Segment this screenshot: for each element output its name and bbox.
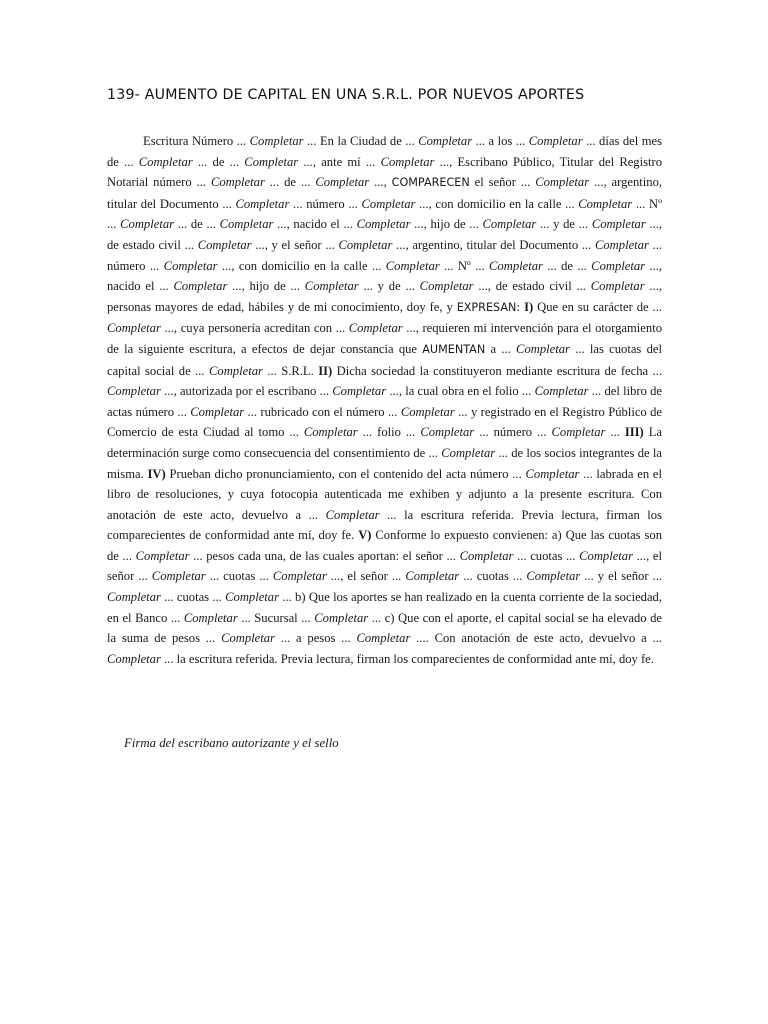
body-text: ... y registrado en el Registro Público de Comercio de esta Ciudad al tomo ...: [107, 404, 662, 440]
body-text: ... b) Que los aportes se han realizado en la cuenta corriente de la sociedad, en el Banco ...: [107, 590, 662, 625]
body-text: ... labrada en el libro de resoluciones, y cuya fotocopia autenticada me exhiben y adjunto a la presente escritura. Con anotación de este acto, devuelvo a ...: [107, 466, 662, 522]
completar-placeholder: Completar: [594, 237, 649, 252]
completar-placeholder: Completar: [356, 631, 411, 646]
body-text: ... de ...: [264, 175, 316, 190]
body-text: ..., el señor ...: [326, 569, 406, 584]
body-text: ... a pesos ...: [274, 631, 357, 646]
completar-placeholder: Completar: [304, 279, 359, 294]
completar-placeholder: Completar: [183, 610, 238, 625]
completar-placeholder: Completar: [420, 425, 475, 440]
keyword: COMPARECEN: [391, 176, 470, 190]
completar-placeholder: Completar: [348, 321, 403, 336]
body-text: Conforme lo expuesto convienen: a) Que las cuotas son de ...: [107, 528, 662, 563]
completar-placeholder: Completar: [107, 590, 161, 605]
completar-placeholder: Completar: [120, 217, 175, 232]
completar-placeholder: Completar: [249, 134, 304, 148]
completar-placeholder: Completar: [441, 445, 496, 460]
completar-placeholder: Completar: [591, 258, 646, 273]
body-text: Escritura Número ...: [143, 134, 250, 148]
completar-placeholder: Completar: [459, 548, 514, 563]
completar-placeholder: Completar: [534, 384, 589, 399]
completar-placeholder: Completar: [210, 175, 265, 190]
completar-placeholder: Completar: [385, 258, 440, 273]
body-text: ... las cuotas del capital social de ...: [107, 341, 662, 378]
body-text: ... de ...: [192, 154, 245, 169]
completar-placeholder: Completar: [361, 196, 416, 211]
body-text: ... cuotas ...: [205, 569, 273, 584]
completar-placeholder: Completar: [107, 384, 161, 399]
completar-placeholder: Completar: [418, 134, 473, 148]
body-text: ... cuotas ...: [459, 569, 527, 584]
completar-placeholder: Completar: [356, 217, 411, 232]
body-text: ..., requieren mi intervención para el otorgamiento de la siguiente escritura, a efectos de dejar constancia que: [107, 321, 662, 356]
body-text: ... Nº ...: [439, 258, 490, 273]
body-text: ..., nacido el ...: [107, 258, 663, 294]
completar-placeholder: Completar: [325, 507, 380, 522]
body-text: ... y de ...: [358, 279, 420, 294]
body-text: ..., con domicilio en la calle ...: [415, 196, 579, 211]
body-text: ..., con domicilio en la calle ...: [217, 258, 386, 273]
body-text: .... Con anotación de este acto, devuelvo a ...: [410, 631, 662, 646]
completar-placeholder: Completar: [591, 217, 646, 232]
signature-line: Firma del escribano autorizante y el sello: [124, 736, 339, 750]
body-text: ..., hijo de ...: [410, 217, 483, 232]
completar-placeholder: Completar: [516, 341, 570, 356]
completar-placeholder: Completar: [107, 321, 161, 336]
completar-placeholder: Completar: [209, 363, 263, 378]
body-text: ..., Escribano Público, Titular del Registro Notarial número ...: [107, 154, 662, 190]
clause-marker: III): [624, 425, 644, 440]
body-text: ... pesos cada una, de las cuales aportan: el señor ...: [189, 548, 460, 563]
body-text: ... número ...: [474, 425, 552, 440]
completar-placeholder: Completar: [590, 279, 645, 294]
completar-placeholder: Completar: [405, 569, 460, 584]
body-text: ..., y el señor ...: [251, 237, 339, 252]
completar-placeholder: Completar: [528, 134, 583, 148]
body-text: Prueban dicho pronunciamiento, con el contenido del acta número ...: [165, 466, 526, 481]
body-text: ..., la cual obra en el folio ...: [386, 384, 535, 399]
completar-placeholder: Completar: [135, 548, 190, 563]
clause-marker: V): [358, 528, 372, 543]
body-text: Dicha sociedad la constituyeron mediante escritura de fecha ...: [332, 363, 662, 378]
body-text: ... S.R.L.: [262, 363, 319, 378]
completar-placeholder: Completar: [551, 425, 606, 440]
body-text: ... la escritura referida. Previa lectura, firman los comparecientes de conformidad ante mí, doy fe.: [107, 507, 662, 543]
body-text: ..., autorizada por el escribano ...: [160, 384, 333, 399]
completar-placeholder: Completar: [219, 217, 274, 232]
completar-placeholder: Completar: [151, 569, 206, 584]
body-text: ... rubricado con el número ...: [244, 404, 401, 419]
body-text: a ...: [485, 341, 517, 356]
body-text: ...,: [369, 175, 392, 190]
body-text: ... de ...: [542, 258, 592, 273]
completar-placeholder: Completar: [107, 651, 161, 666]
completar-placeholder: Completar: [225, 590, 279, 605]
completar-placeholder: Completar: [314, 610, 369, 625]
body-text: ... del libro de actas número ...: [107, 384, 663, 419]
body-text: ... y de ...: [536, 217, 592, 232]
completar-placeholder: Completar: [578, 196, 633, 211]
body-text: ...: [605, 425, 625, 440]
body-text: ..., de estado civil ...: [473, 279, 591, 294]
completar-placeholder: Completar: [332, 384, 387, 399]
completar-placeholder: Completar: [303, 425, 358, 440]
body-text: ... número ...: [107, 237, 663, 273]
keyword: AUMENTAN: [422, 342, 486, 356]
completar-placeholder: Completar: [138, 154, 193, 169]
completar-placeholder: Completar: [235, 196, 290, 211]
body-text: Que en su carácter de ...: [533, 299, 662, 314]
body-text: ..., argentino, titular del Documento ...: [392, 237, 595, 252]
completar-placeholder: Completar: [579, 548, 633, 563]
body-text: ... Nº ...: [107, 196, 662, 232]
body-text: ..., nacido el ...: [273, 217, 357, 232]
body-text: ... cuotas ...: [513, 548, 580, 563]
body-text: ... c) Que con el aporte, el capital social se ha elevado de la suma de pesos ...: [107, 610, 663, 646]
body-text: ..., personas mayores de edad, hábiles y de mi conocimiento, doy fe, y: [107, 279, 663, 314]
completar-placeholder: Completar: [535, 175, 590, 190]
body-text: La determinación surge como consecuencia del consentimiento de ...: [107, 425, 662, 460]
body-text: ... días del mes de ...: [107, 134, 663, 169]
clause-marker: I): [524, 299, 534, 314]
document-title: 139- AUMENTO DE CAPITAL EN UNA S.R.L. POR NUEVOS APORTES: [107, 87, 585, 103]
body-text: ... folio ...: [357, 425, 421, 440]
body-text: ... de los socios integrantes de la misma.: [107, 445, 662, 481]
body-text: ..., el señor ...: [107, 548, 662, 584]
deed-body-paragraph: [107, 131, 662, 669]
clause-marker: IV): [147, 466, 166, 481]
completar-placeholder: Completar: [221, 631, 275, 646]
completar-placeholder: Completar: [197, 237, 252, 252]
body-text: ... número ...: [289, 196, 362, 211]
completar-placeholder: Completar: [526, 569, 581, 584]
completar-placeholder: Completar: [380, 154, 435, 169]
body-text: ... de ...: [174, 217, 220, 232]
body-text: ..., ante mí ...: [298, 154, 381, 169]
clause-marker: II): [318, 363, 333, 378]
completar-placeholder: Completar: [272, 569, 327, 584]
body-text: ... Sucursal ...: [237, 610, 315, 625]
completar-placeholder: Completar: [489, 258, 543, 273]
body-text: el señor ...: [469, 175, 536, 190]
body-text: ..., de estado civil ...: [107, 217, 663, 252]
completar-placeholder: Completar: [525, 466, 580, 481]
body-text: ..., hijo de ...: [227, 279, 305, 294]
body-text: ... y el señor ...: [580, 569, 662, 584]
completar-placeholder: Completar: [163, 258, 218, 273]
completar-placeholder: Completar: [419, 279, 474, 294]
body-text: ..., argentino, titular del Documento ...: [107, 175, 663, 211]
body-text: ... En la Ciudad de ...: [303, 134, 419, 148]
completar-placeholder: Completar: [173, 279, 228, 294]
completar-placeholder: Completar: [482, 217, 537, 232]
completar-placeholder: Completar: [338, 237, 393, 252]
body-text: ... a los ...: [472, 134, 529, 148]
completar-placeholder: Completar: [190, 404, 245, 419]
body-text: ... la escritura referida. Previa lectura, firman los comparecientes de conformidad ante mí, doy fe.: [160, 651, 654, 666]
completar-placeholder: Completar: [244, 154, 299, 169]
keyword: EXPRESAN:: [456, 300, 521, 314]
body-text: ... cuotas ...: [160, 590, 226, 605]
body-text: ..., cuya personería acreditan con ...: [160, 321, 349, 336]
completar-placeholder: Completar: [315, 175, 370, 190]
completar-placeholder: Completar: [400, 404, 455, 419]
